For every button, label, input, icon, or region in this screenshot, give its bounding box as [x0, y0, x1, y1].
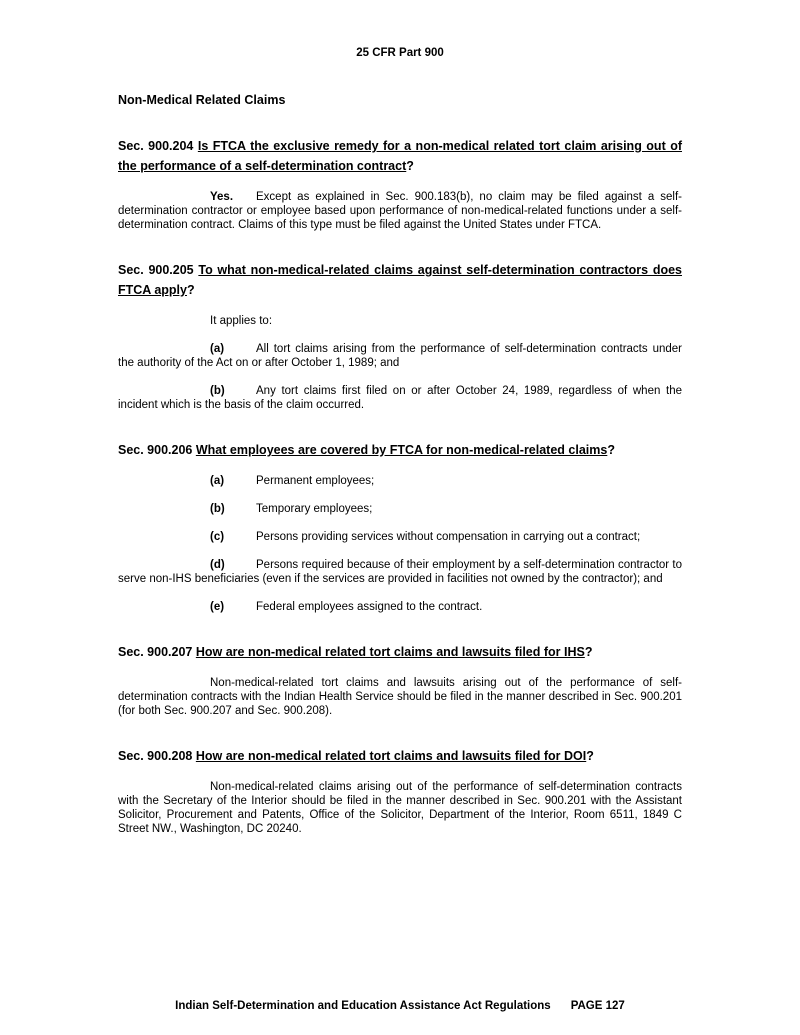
paragraph: [118, 190, 682, 232]
paragraph-text: Persons providing services without compensation in carrying out a contract;: [256, 531, 641, 543]
section-heading: [118, 440, 682, 460]
section-title: Is FTCA the exclusive remedy for a non-medical related tort claim arising out of the performance of a self-determination contract: [118, 139, 682, 173]
section-heading: [118, 136, 682, 176]
paragraph-text: Persons required because of their employment by a self-determination contractor to serve non-IHS beneficiaries (even if the services are provided in facilities not owned by the contractor); and: [118, 559, 682, 585]
paragraph: [118, 474, 682, 488]
section-900-205: [118, 260, 682, 412]
paragraph-text: Federal employees assigned to the contract.: [256, 601, 483, 613]
paragraph: [118, 530, 682, 544]
section-number: Sec. 900.206: [118, 443, 193, 457]
section-question-mark: ?: [186, 283, 195, 297]
paragraph: [118, 502, 682, 516]
section-number: Sec. 900.205: [118, 263, 194, 277]
section-heading: [118, 260, 682, 300]
section-title: How are non-medical related tort claims and lawsuits filed for DOI: [195, 749, 587, 763]
paragraph: [118, 342, 682, 370]
paragraph-lead: Yes.: [210, 191, 234, 203]
footer-page-number: PAGE 127: [570, 1000, 625, 1012]
paragraph-lead: (b): [210, 385, 225, 397]
section-number: Sec. 900.208: [118, 749, 193, 763]
paragraph: [118, 676, 682, 718]
footer-title: Indian Self-Determination and Education Assistance Act Regulations: [175, 1000, 551, 1012]
paragraph-lead: (e): [210, 601, 225, 613]
section-900-208: [118, 746, 682, 836]
paragraph: [118, 780, 682, 836]
paragraph-text: Non-medical-related tort claims and lawsuits arising out of the performance of self-determination contracts with the Indian Health Service should be filed in the manner described in Sec. 900.201 (for both Sec. 900.207 and Sec. 900.208).: [118, 677, 682, 717]
document-footer: [118, 999, 682, 1015]
paragraph-text: Except as explained in Sec. 900.183(b), no claim may be filed against a self-determination contractor or employee based upon performance of non-medical-related functions under a self-determination contract. Claims of this type must be filed against the United States under FTCA.: [118, 191, 682, 231]
paragraph-text: Any tort claims first filed on or after October 24, 1989, regardless of when the incident which is the basis of the claim occurred.: [118, 385, 682, 411]
paragraph-lead: (b): [210, 503, 225, 515]
section-title: How are non-medical related tort claims and lawsuits filed for IHS: [195, 645, 585, 659]
paragraph: [118, 558, 682, 586]
section-title: What employees are covered by FTCA for non-medical-related claims: [195, 443, 608, 457]
section-number: Sec. 900.204: [118, 139, 194, 153]
paragraph-lead: (c): [210, 531, 225, 543]
section-heading: [118, 642, 682, 662]
section-question-mark: ?: [406, 159, 414, 173]
section-900-204: [118, 136, 682, 232]
section-heading: [118, 746, 682, 766]
section-title: To what non-medical-related claims against self-determination contractors does FTCA apply: [118, 263, 682, 297]
paragraph-lead: (a): [210, 343, 225, 355]
paragraph-text: Non-medical-related claims arising out of the performance of self-determination contracts with the Secretary of the Interior should be filed in the manner described in Sec. 900.201 with the Assistant Solicitor, Procurement and Patents, Office of the Solicitor, Department of the Interior, Room 6511, 1849 C Street NW., Washington, DC 20240.: [118, 781, 682, 835]
paragraph: [118, 600, 682, 614]
document-header: 25 CFR Part 900: [356, 47, 444, 59]
paragraph: [118, 384, 682, 412]
paragraph-text: Temporary employees;: [256, 503, 373, 515]
section-question-mark: ?: [607, 443, 615, 457]
paragraph: [118, 314, 682, 328]
section-question-mark: ?: [586, 749, 594, 763]
paragraph-lead: (a): [210, 475, 225, 487]
section-900-207: [118, 642, 682, 718]
section-number: Sec. 900.207: [118, 645, 193, 659]
document-subtitle: Non-Medical Related Claims: [118, 93, 286, 107]
section-900-206: [118, 440, 682, 614]
section-question-mark: ?: [584, 645, 593, 659]
paragraph-lead: (d): [210, 559, 225, 571]
paragraph-text: All tort claims arising from the performance of self-determination contracts under the authority of the Act on or after October 1, 1989; and: [118, 343, 682, 369]
paragraph-text: Permanent employees;: [256, 475, 375, 487]
paragraph-text: It applies to:: [210, 315, 273, 327]
